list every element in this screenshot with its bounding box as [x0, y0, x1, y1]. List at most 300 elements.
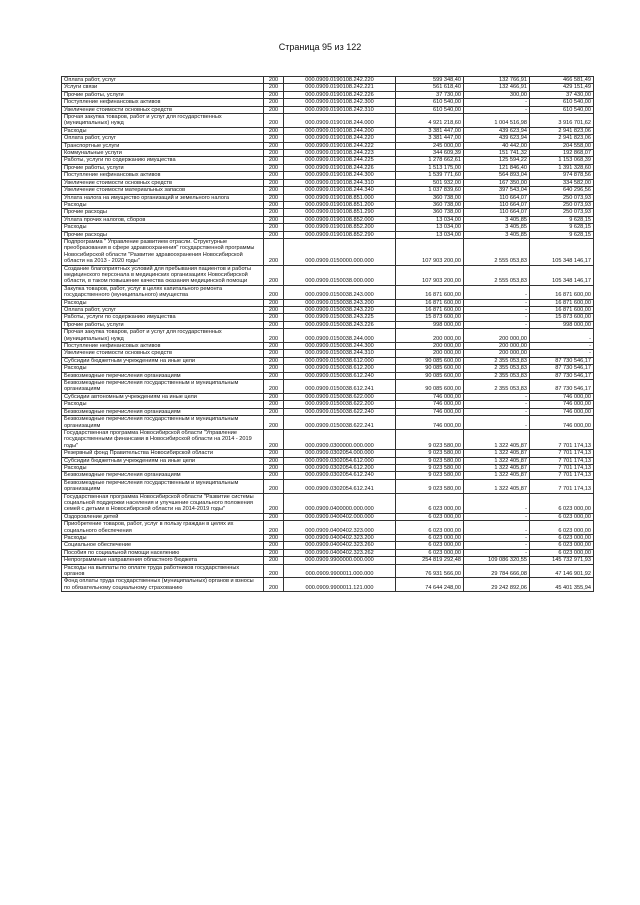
- row-code: 200: [264, 216, 284, 223]
- table-row: [62, 564, 594, 578]
- table-row: [62, 106, 594, 113]
- row-planned: 200 000,00: [396, 343, 464, 350]
- row-name: Государственная программа Новосибирской области "Управление государственными финансами в Новосибирской области на 2014 - 2019 годы": [62, 429, 264, 449]
- row-planned: 200 000,00: [396, 329, 464, 343]
- table-row: [62, 464, 594, 471]
- row-subcode: 000.0909.0190108.244.223: [284, 150, 396, 157]
- row-remaining: -: [530, 343, 594, 350]
- row-executed: 132 466,91: [464, 84, 530, 91]
- table-row: [62, 209, 594, 216]
- row-name: Субсидии бюджетным учреждениям на иные цели: [62, 457, 264, 464]
- row-subcode: 000.0909.0190108.242.300: [284, 99, 396, 106]
- table-row: [62, 285, 594, 299]
- row-code: 200: [264, 479, 284, 493]
- row-executed: 110 664,07: [464, 201, 530, 208]
- row-name: Увеличение стоимости основных средств: [62, 179, 264, 186]
- row-remaining: 6 023 000,00: [530, 549, 594, 556]
- row-subcode: 000.0909.0190108.242.310: [284, 106, 396, 113]
- row-planned: 4 921 218,60: [396, 114, 464, 128]
- row-name: Увеличение стоимости основных средств: [62, 106, 264, 113]
- row-executed: 439 623,94: [464, 135, 530, 142]
- row-executed: -: [464, 521, 530, 535]
- row-subcode: 000.0909.0190108.242.221: [284, 84, 396, 91]
- row-code: 200: [264, 408, 284, 415]
- table-row: [62, 127, 594, 134]
- table-row: [62, 99, 594, 106]
- row-remaining: 640 296,56: [530, 187, 594, 194]
- row-executed: 1 322 405,87: [464, 429, 530, 449]
- row-planned: 15 873 600,00: [396, 314, 464, 321]
- row-name: Безвозмездные перечисления государственным и муниципальным организациям: [62, 416, 264, 430]
- row-executed: -: [464, 416, 530, 430]
- row-subcode: 000.0909.0150038.243.000: [284, 285, 396, 299]
- row-name: Безвозмездные перечисления государственным и муниципальным организациям: [62, 380, 264, 394]
- table-row: [62, 357, 594, 364]
- row-executed: -: [464, 401, 530, 408]
- table-row: [62, 380, 594, 394]
- row-code: 200: [264, 179, 284, 186]
- row-executed: 125 594,22: [464, 157, 530, 164]
- row-planned: 200 000,00: [396, 350, 464, 357]
- row-code: 200: [264, 457, 284, 464]
- row-subcode: 000.0909.0150038.244.310: [284, 350, 396, 357]
- row-executed: -: [464, 393, 530, 400]
- row-planned: 16 871 600,00: [396, 307, 464, 314]
- row-planned: 254 819 292,48: [396, 557, 464, 564]
- row-subcode: 000.0909.0302054.612.241: [284, 479, 396, 493]
- table-row: [62, 393, 594, 400]
- table-row: [62, 157, 594, 164]
- row-code: 200: [264, 557, 284, 564]
- row-code: 200: [264, 578, 284, 592]
- row-executed: 29 784 666,08: [464, 564, 530, 578]
- row-remaining: 7 701 174,13: [530, 464, 594, 471]
- row-planned: 1 037 839,60: [396, 187, 464, 194]
- row-name: Услуги связи: [62, 84, 264, 91]
- budget-table: [61, 76, 594, 592]
- row-planned: 6 023 000,00: [396, 542, 464, 549]
- row-subcode: 000.0909.0190108.851.200: [284, 201, 396, 208]
- table-row: [62, 84, 594, 91]
- row-name: Безвозмездные перечисления организациям: [62, 408, 264, 415]
- table-row: [62, 429, 594, 449]
- row-code: 200: [264, 329, 284, 343]
- row-planned: 90 085 600,00: [396, 380, 464, 394]
- row-executed: -: [464, 535, 530, 542]
- row-name: Социальное обеспечение: [62, 542, 264, 549]
- row-subcode: 000.0909.0400402.323.000: [284, 521, 396, 535]
- row-name: Оплата работ, услуг: [62, 135, 264, 142]
- row-executed: 397 543,04: [464, 187, 530, 194]
- row-code: 200: [264, 450, 284, 457]
- row-planned: 3 381 447,00: [396, 135, 464, 142]
- row-remaining: 250 073,93: [530, 209, 594, 216]
- row-code: 200: [264, 564, 284, 578]
- row-name: Уплата налога на имущество организаций и земельного налога: [62, 194, 264, 201]
- row-executed: 1 004 516,98: [464, 114, 530, 128]
- table-row: [62, 201, 594, 208]
- row-executed: 1 322 405,87: [464, 472, 530, 479]
- row-name: Приобретение товаров, работ, услуг в пользу граждан в целях их социального обеспечения: [62, 521, 264, 535]
- table-row: [62, 542, 594, 549]
- row-remaining: 6 023 000,00: [530, 521, 594, 535]
- row-remaining: 45 401 355,94: [530, 578, 594, 592]
- row-subcode: 000.0909.0400402.323.200: [284, 535, 396, 542]
- row-planned: 746 000,00: [396, 416, 464, 430]
- row-remaining: 6 023 000,00: [530, 493, 594, 513]
- row-remaining: 250 073,93: [530, 201, 594, 208]
- row-planned: 360 738,00: [396, 201, 464, 208]
- row-subcode: 000.0909.0150038.243.225: [284, 314, 396, 321]
- row-name: Пособия по социальной помощи населению: [62, 549, 264, 556]
- row-remaining: 9 628,15: [530, 216, 594, 223]
- row-remaining: 6 023 000,00: [530, 535, 594, 542]
- row-code: 200: [264, 535, 284, 542]
- row-code: 200: [264, 401, 284, 408]
- row-subcode: 000.0909.0150038.612.200: [284, 365, 396, 372]
- row-code: 200: [264, 194, 284, 201]
- table-row: [62, 187, 594, 194]
- row-planned: 3 381 447,00: [396, 127, 464, 134]
- row-remaining: 466 581,49: [530, 77, 594, 84]
- table-row: [62, 416, 594, 430]
- row-remaining: 16 871 600,00: [530, 307, 594, 314]
- row-name: Государственная программа Новосибирской области "Развитие системы социальной поддержки населения и улучшение социального положения семей с детьми в Новосибирской области на 2014-2019 годы": [62, 493, 264, 513]
- row-remaining: -: [530, 329, 594, 343]
- row-remaining: 2 941 823,06: [530, 127, 594, 134]
- table-row: [62, 450, 594, 457]
- row-executed: -: [464, 542, 530, 549]
- table-row: [62, 457, 594, 464]
- row-remaining: 87 730 546,17: [530, 365, 594, 372]
- row-remaining: 746 000,00: [530, 408, 594, 415]
- row-executed: -: [464, 549, 530, 556]
- table-row: [62, 231, 594, 238]
- row-planned: 90 085 600,00: [396, 372, 464, 379]
- row-remaining: 7 701 174,13: [530, 450, 594, 457]
- table-row: [62, 535, 594, 542]
- row-planned: 6 023 000,00: [396, 493, 464, 513]
- row-executed: 2 355 053,83: [464, 372, 530, 379]
- row-name: Оплата работ, услуг: [62, 77, 264, 84]
- row-subcode: 000.0909.0400402.323.260: [284, 542, 396, 549]
- row-remaining: -: [530, 350, 594, 357]
- row-name: Прочие работы, услуги: [62, 91, 264, 98]
- row-code: 200: [264, 265, 284, 285]
- row-subcode: 000.0909.0150038.243.220: [284, 307, 396, 314]
- row-code: 200: [264, 231, 284, 238]
- row-executed: 200 000,00: [464, 329, 530, 343]
- row-name: Прочая закупка товаров, работ и услуг для государственных (муниципальных) нужд: [62, 329, 264, 343]
- row-code: 200: [264, 238, 284, 265]
- row-subcode: 000.0909.0150038.000.000: [284, 265, 396, 285]
- table-row: [62, 557, 594, 564]
- row-subcode: 000.0909.0302054.000.000: [284, 450, 396, 457]
- table-row: [62, 150, 594, 157]
- row-code: 200: [264, 91, 284, 98]
- row-name: Расходы на выплаты по оплате труда работников государственных органов: [62, 564, 264, 578]
- row-code: 200: [264, 314, 284, 321]
- row-code: 200: [264, 127, 284, 134]
- row-name: Поступление нефинансовых активов: [62, 99, 264, 106]
- row-code: 200: [264, 350, 284, 357]
- table-row: [62, 135, 594, 142]
- row-planned: 90 085 600,00: [396, 365, 464, 372]
- row-subcode: 000.0909.0150038.612.240: [284, 372, 396, 379]
- row-planned: 998 000,00: [396, 321, 464, 328]
- row-subcode: 000.0909.0190108.244.200: [284, 127, 396, 134]
- table-row: [62, 521, 594, 535]
- row-name: Коммунальные услуги: [62, 150, 264, 157]
- table-row: [62, 314, 594, 321]
- table-row: [62, 114, 594, 128]
- row-name: Расходы: [62, 224, 264, 231]
- table-row: [62, 172, 594, 179]
- row-planned: 9 023 580,00: [396, 479, 464, 493]
- row-remaining: 998 000,00: [530, 321, 594, 328]
- row-executed: 3 405,85: [464, 231, 530, 238]
- row-planned: 245 000,00: [396, 142, 464, 149]
- row-subcode: 000.0909.0150038.612.000: [284, 357, 396, 364]
- row-planned: 9 023 580,00: [396, 472, 464, 479]
- row-code: 200: [264, 365, 284, 372]
- row-code: 200: [264, 201, 284, 208]
- table-row: [62, 307, 594, 314]
- row-remaining: 87 730 546,17: [530, 372, 594, 379]
- row-remaining: 9 628,15: [530, 224, 594, 231]
- row-name: Расходы: [62, 464, 264, 471]
- row-name: Прочие работы, услуги: [62, 321, 264, 328]
- row-name: Оплата работ, услуг: [62, 307, 264, 314]
- row-name: Расходы: [62, 127, 264, 134]
- row-remaining: 746 000,00: [530, 416, 594, 430]
- row-subcode: 000.0909.0190108.244.226: [284, 164, 396, 171]
- row-planned: 6 023 000,00: [396, 535, 464, 542]
- row-subcode: 000.0909.0190108.852.290: [284, 231, 396, 238]
- row-planned: 610 540,00: [396, 99, 464, 106]
- row-subcode: 000.0909.0190108.851.000: [284, 194, 396, 201]
- row-subcode: 000.0909.0150038.612.241: [284, 380, 396, 394]
- row-executed: 151 741,32: [464, 150, 530, 157]
- row-name: Увеличение стоимости основных средств: [62, 350, 264, 357]
- row-remaining: 87 730 546,17: [530, 357, 594, 364]
- row-name: Оздоровление детей: [62, 513, 264, 520]
- row-name: Транспортные услуги: [62, 142, 264, 149]
- row-code: 200: [264, 135, 284, 142]
- row-code: 200: [264, 549, 284, 556]
- row-executed: 110 664,07: [464, 194, 530, 201]
- row-planned: 13 034,00: [396, 231, 464, 238]
- row-planned: 1 513 175,00: [396, 164, 464, 171]
- row-executed: 564 893,04: [464, 172, 530, 179]
- row-remaining: 7 701 174,13: [530, 479, 594, 493]
- row-remaining: 334 582,00: [530, 179, 594, 186]
- row-planned: 107 903 200,00: [396, 265, 464, 285]
- row-executed: 1 322 405,87: [464, 457, 530, 464]
- table-row: [62, 365, 594, 372]
- row-code: 200: [264, 106, 284, 113]
- row-subcode: 000.0909.9900011.121.000: [284, 578, 396, 592]
- row-planned: 746 000,00: [396, 401, 464, 408]
- row-planned: 9 023 580,00: [396, 429, 464, 449]
- row-planned: 107 903 200,00: [396, 238, 464, 265]
- row-subcode: 000.0909.0150000.000.000: [284, 238, 396, 265]
- row-planned: 16 871 600,00: [396, 285, 464, 299]
- row-name: Безвозмездные перечисления государственным и муниципальным организациям: [62, 479, 264, 493]
- row-code: 200: [264, 172, 284, 179]
- table-row: [62, 513, 594, 520]
- page-header: [0, 42, 640, 52]
- row-subcode: 000.0909.0150038.243.226: [284, 321, 396, 328]
- row-subcode: 000.0909.0190108.851.290: [284, 209, 396, 216]
- row-code: 200: [264, 493, 284, 513]
- row-planned: 9 023 580,00: [396, 457, 464, 464]
- row-remaining: 105 348 146,17: [530, 238, 594, 265]
- row-remaining: 15 873 600,00: [530, 314, 594, 321]
- row-remaining: 610 540,00: [530, 106, 594, 113]
- row-code: 200: [264, 99, 284, 106]
- row-planned: 16 871 600,00: [396, 299, 464, 306]
- row-planned: 360 738,00: [396, 194, 464, 201]
- row-name: Непрограммные направления областного бюджета: [62, 557, 264, 564]
- row-planned: 9 023 580,00: [396, 450, 464, 457]
- table-row: [62, 164, 594, 171]
- row-code: 200: [264, 187, 284, 194]
- row-code: 200: [264, 393, 284, 400]
- row-remaining: 6 023 000,00: [530, 542, 594, 549]
- row-subcode: 000.0909.0190108.852.000: [284, 216, 396, 223]
- row-planned: 1 539 771,60: [396, 172, 464, 179]
- row-remaining: 204 558,00: [530, 142, 594, 149]
- table-row: [62, 265, 594, 285]
- row-executed: -: [464, 408, 530, 415]
- table-row: [62, 578, 594, 592]
- row-executed: 121 846,40: [464, 164, 530, 171]
- row-code: 200: [264, 464, 284, 471]
- table-row: [62, 238, 594, 265]
- row-executed: 29 242 892,06: [464, 578, 530, 592]
- row-subcode: 000.0909.0302054.612.240: [284, 472, 396, 479]
- row-subcode: 000.0909.0190108.244.300: [284, 172, 396, 179]
- row-name: Поступление нефинансовых активов: [62, 172, 264, 179]
- table-row: [62, 321, 594, 328]
- row-subcode: 000.0909.0400000.000.000: [284, 493, 396, 513]
- table-row: [62, 493, 594, 513]
- row-name: Прочие работы, услуги: [62, 164, 264, 171]
- row-executed: 3 405,85: [464, 216, 530, 223]
- row-code: 200: [264, 372, 284, 379]
- row-subcode: 000.0909.0150038.622.240: [284, 408, 396, 415]
- row-code: 200: [264, 299, 284, 306]
- row-executed: 1 322 405,87: [464, 479, 530, 493]
- row-code: 200: [264, 285, 284, 299]
- page-number-label: Страница 95 из 122: [278, 42, 362, 52]
- row-code: 200: [264, 357, 284, 364]
- row-remaining: 250 073,93: [530, 194, 594, 201]
- row-code: 200: [264, 429, 284, 449]
- row-remaining: 610 540,00: [530, 99, 594, 106]
- row-name: Прочие расходы: [62, 231, 264, 238]
- row-subcode: 000.0909.0150038.244.000: [284, 329, 396, 343]
- table-row: [62, 194, 594, 201]
- row-remaining: 429 151,49: [530, 84, 594, 91]
- table-row: [62, 408, 594, 415]
- table-row: [62, 401, 594, 408]
- row-planned: 1 278 662,61: [396, 157, 464, 164]
- row-name: Подпрограмма " Управление развитием отрасли. Структурные преобразования в сфере здравоохранения" государственной программы Новосибирской области "Развитие здравоохранения Новосибирской области на 2013 - 2020 годы": [62, 238, 264, 265]
- row-code: 200: [264, 150, 284, 157]
- row-subcode: 000.0909.0190108.244.220: [284, 135, 396, 142]
- table-row: [62, 350, 594, 357]
- row-code: 200: [264, 380, 284, 394]
- table-row: [62, 77, 594, 84]
- row-executed: -: [464, 106, 530, 113]
- table-row: [62, 224, 594, 231]
- table-row: [62, 372, 594, 379]
- row-remaining: 9 628,15: [530, 231, 594, 238]
- table-row: [62, 472, 594, 479]
- row-executed: -: [464, 314, 530, 321]
- row-remaining: 145 732 971,93: [530, 557, 594, 564]
- row-executed: 110 664,07: [464, 209, 530, 216]
- row-executed: 300,00: [464, 91, 530, 98]
- row-subcode: 000.0909.0190108.244.222: [284, 142, 396, 149]
- row-planned: 76 931 566,00: [396, 564, 464, 578]
- row-remaining: 47 146 901,92: [530, 564, 594, 578]
- row-planned: 6 023 000,00: [396, 549, 464, 556]
- row-executed: 132 766,91: [464, 77, 530, 84]
- row-remaining: 16 871 600,00: [530, 299, 594, 306]
- row-planned: 746 000,00: [396, 393, 464, 400]
- row-planned: 9 023 580,00: [396, 464, 464, 471]
- row-name: Прочие расходы: [62, 209, 264, 216]
- row-subcode: 000.0909.0190108.242.226: [284, 91, 396, 98]
- table-row: [62, 343, 594, 350]
- row-remaining: 7 701 174,13: [530, 472, 594, 479]
- row-planned: 360 738,00: [396, 209, 464, 216]
- row-planned: 37 730,00: [396, 91, 464, 98]
- row-executed: -: [464, 321, 530, 328]
- row-remaining: 87 730 546,17: [530, 380, 594, 394]
- row-name: Субсидии бюджетным учреждениям на иные цели: [62, 357, 264, 364]
- row-code: 200: [264, 416, 284, 430]
- row-remaining: 1 391 328,60: [530, 164, 594, 171]
- row-subcode: 000.0909.0190108.244.340: [284, 187, 396, 194]
- row-planned: 6 023 000,00: [396, 513, 464, 520]
- row-remaining: 37 430,00: [530, 91, 594, 98]
- budget-table-body: [62, 77, 594, 592]
- row-name: Фонд оплаты труда государственных (муниципальных) органов и взносы по обязательному социальному страхованию: [62, 578, 264, 592]
- row-subcode: 000.0909.0302054.612.000: [284, 457, 396, 464]
- row-name: Закупка товаров, работ, услуг в целях капитального ремонта государственного (муниципального) имущества: [62, 285, 264, 299]
- row-subcode: 000.0909.0400402.323.262: [284, 549, 396, 556]
- row-code: 200: [264, 164, 284, 171]
- row-subcode: 000.0909.0400402.000.000: [284, 513, 396, 520]
- row-name: Расходы: [62, 299, 264, 306]
- row-name: Поступление нефинансовых активов: [62, 343, 264, 350]
- row-remaining: 746 000,00: [530, 393, 594, 400]
- row-planned: 599 348,40: [396, 77, 464, 84]
- row-name: Создание благоприятных условий для пребывания пациентов и работы медицинского персонала в медицинских организациях Новосибирской области, в таком повышение качества оказания медицинской помощи: [62, 265, 264, 285]
- row-executed: 200 000,00: [464, 350, 530, 357]
- row-planned: 90 085 600,00: [396, 357, 464, 364]
- row-name: Прочая закупка товаров, работ и услуг для государственных (муниципальных) нужд: [62, 114, 264, 128]
- row-executed: 439 623,94: [464, 127, 530, 134]
- row-planned: 344 609,39: [396, 150, 464, 157]
- row-executed: 2 555 053,83: [464, 265, 530, 285]
- table-row: [62, 216, 594, 223]
- row-code: 200: [264, 343, 284, 350]
